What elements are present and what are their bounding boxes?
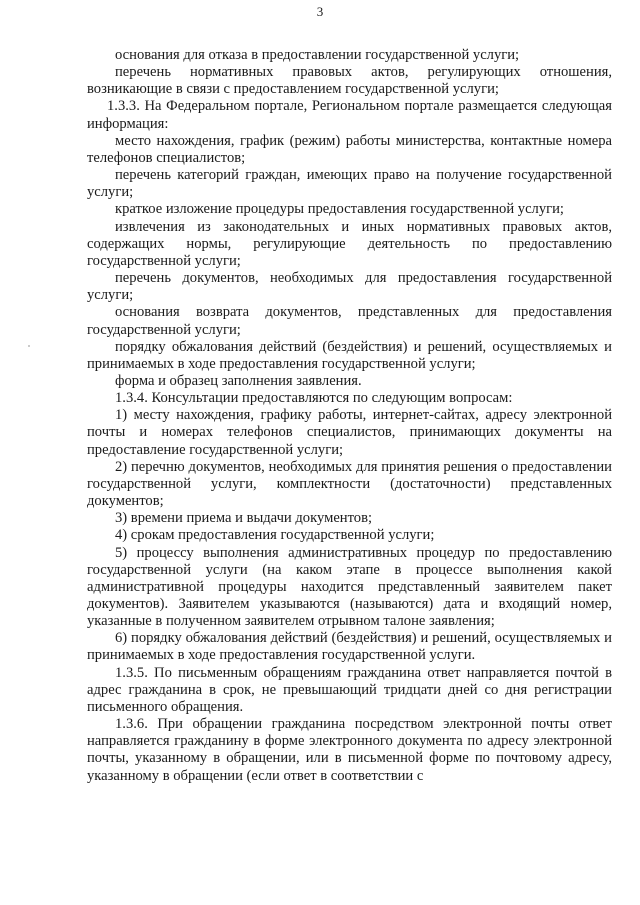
page-number: 3 (316, 4, 324, 19)
paragraph: место нахождения, график (режим) работы министерства, контактные номера телефонов специалистов; (87, 132, 612, 166)
paragraph: 3) времени приема и выдачи документов; (115, 510, 373, 527)
paragraph: 1.3.3. На Федеральном портале, Региональном портале размещается следующая информация: (87, 98, 612, 132)
scan-speck (28, 345, 30, 347)
paragraph: краткое изложение процедуры предоставления государственной услуги; (115, 201, 564, 218)
paragraph: перечень документов, необходимых для предоставления государственной услуги; (87, 270, 612, 304)
paragraph: форма и образец заполнения заявления. (115, 372, 362, 389)
paragraph: основания возврата документов, представленных для предоставления государственной услуги; (87, 304, 612, 338)
paragraph: перечень категорий граждан, имеющих право на получение государственной услуги; (87, 167, 612, 201)
paragraph: 6) порядку обжалования действий (бездействия) и решений, осуществляемых и принимаемых в ходе предоставления государственной услуги. (87, 630, 612, 664)
paragraph: извлечения из законодательных и иных нормативных правовых актов, содержащих нормы, регулирующие деятельность по предоставлению государственной услуги; (87, 218, 612, 269)
document-body (87, 47, 612, 785)
paragraph: 1.3.4. Консультации предоставляются по следующим вопросам: (115, 390, 513, 407)
paragraph: 1.3.5. По письменным обращениям гражданина ответ направляется почтой в адрес гражданина в срок, не превышающий тридцати дней со дня регистрации письменного обращения. (87, 664, 612, 715)
paragraph: основания для отказа в предоставлении государственной услуги; (115, 47, 520, 63)
paragraph: 1.3.6. При обращении гражданина посредством электронной почты ответ направляется гражданину в форме электронного документа по адресу электронной почты, указанному в обращении, или в письменной форме по почтовому адресу, указанному в обращении (если ответ в соответствии с (87, 716, 612, 784)
paragraph: перечень нормативных правовых актов, регулирующих отношения, возникающие в связи с предоставлением государственной услуги; (87, 64, 612, 98)
paragraph: 5) процессу выполнения административных процедур по предоставлению государственной услуги (на каком этапе в процессе выполнения какой административной процедуры находится представленный заявителем пакет документов). Заявителем указываются (называются) дата и входящий номер, указанные в полученном заявителем отрывном талоне заявления; (87, 544, 612, 630)
paragraph: 1) месту нахождения, графику работы, интернет-сайтах, адресу электронной почты и номерах телефонов специалистов, принимающих документы на предоставление государственной услуги; (87, 407, 612, 458)
paragraph: порядку обжалования действий (бездействия) и решений, осуществляемых и принимаемых в ходе предоставления государственной услуги; (87, 338, 612, 372)
paragraph: 2) перечню документов, необходимых для принятия решения о предоставлении государственной услуги, комплектности (достаточности) представленных документов; (87, 458, 612, 510)
paragraph: 4) срокам предоставления государственной услуги; (115, 527, 435, 544)
